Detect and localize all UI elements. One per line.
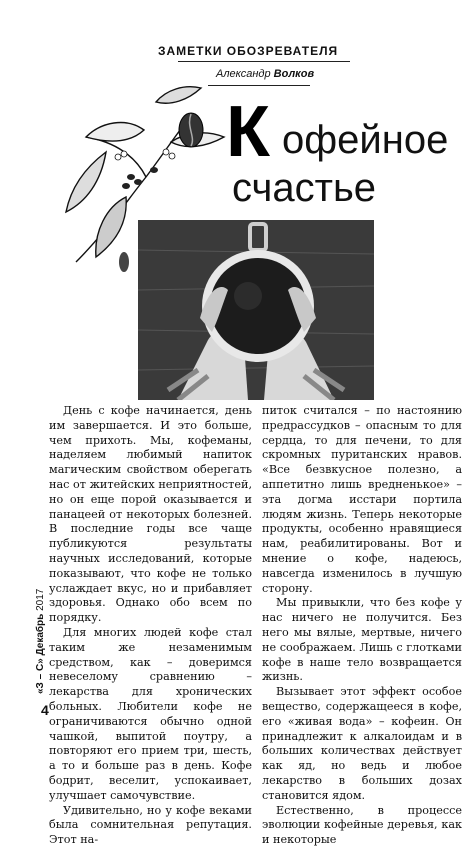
paragraph: День с кофе начинается, день им завершается. И это больше, чем прихоть. Мы, кофеманы, наделяем любимый напиток магическим свойством оберегать нас от житейских неприятностей, но он еще порой оказывается и панацеей от некоторых болезней. В последние годы все чаще публикуются результаты научных исследований, которые показывают, что кофе не только услаждает вкус, но и прибавляет здоровья. Однако обо всем по порядку. [49,404,252,625]
paragraph: Для многих людей кофе стал таким же незаменимым средством, как – доверимся невеселому сравнению – лекарства для хронических больных. Любители кофе не ограничиваются обычно одной чашкой, выпитой поутру, а повторяют его прием три, шесть, а то и больше раз в день. Кофе бодрит, веселит, успокаивает, улучшает самочувствие. [49,625,252,802]
coffee-cup-photo [138,220,374,400]
title-line-2: счастье [232,166,377,210]
paragraph: питок считался – по настоянию предрассудков – опасным то для сердца, то для печени, то для скромных пуританских нравов. «Все безвкусное полезно, а аппетитно лишь вредненькое» – эта догма исстари портила людям жизнь. Теперь некоторые продукты, особенно нравящиеся нам, реабилитированы. Вот и мнение о кофе, надеюсь, навсегда изменилось в лучшую сторону. [262,404,462,595]
section-heading-rule [178,61,350,62]
paragraph: Вызывает этот эффект особое вещество, содержащееся в кофе, его «живая вода» – кофеин. Он принадлежит к алкалоидам и в больших количествах действует как яд, но ведь и любое лекарство в больших дозах становится ядом. [262,685,462,802]
issue-title: «З – С» Декабрь [35,613,46,694]
paragraph: Естественно, в процессе эволюции кофейные деревья, как и некоторые [262,803,462,847]
paragraph: Мы привыкли, что без кофе у нас ничего не получится. Без него мы вялые, мертвые, ничего не соображаем. Лишь с глотками кофе в наше тело возвращается жизнь. [262,596,462,684]
paragraph: Удивительно, но у кофе веками была сомнительная репутация. Этот на- [49,803,252,847]
author-last-name: Волков [273,68,315,80]
page-number: 4 [41,702,49,718]
section-heading: ЗАМЕТКИ ОБОЗРЕВАТЕЛЯ [158,44,339,58]
text-column-1 [49,404,252,848]
title-line-1: офейное [282,118,449,162]
author-first-name: Александр [216,68,271,80]
text-column-2 [262,404,462,848]
title-initial-letter: К [226,92,270,172]
issue-label [35,582,46,694]
author-byline [216,68,314,80]
issue-year: 2017 [35,588,46,611]
